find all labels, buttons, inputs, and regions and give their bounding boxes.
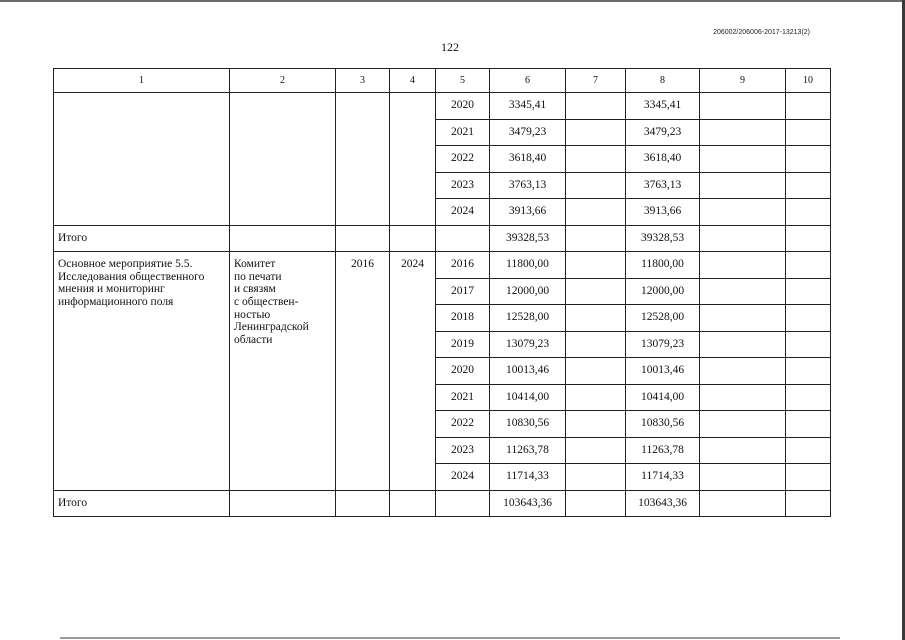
column-header: 7	[566, 69, 626, 93]
column-header: 8	[626, 69, 700, 93]
empty-cell	[566, 358, 626, 385]
total-amount-cell: 10013,46	[490, 358, 566, 385]
year-cell: 2018	[436, 305, 490, 332]
year-cell: 2023	[436, 437, 490, 464]
total-amount-cell: 10830,56	[490, 411, 566, 438]
executor-line: ностью	[234, 308, 271, 321]
empty-cell	[566, 464, 626, 491]
column-header: 10	[786, 69, 831, 93]
start-year-cell	[336, 93, 390, 226]
empty-cell	[786, 199, 831, 226]
total-amount-cell: 3345,41	[490, 93, 566, 120]
column-header: 3	[336, 69, 390, 93]
total-amount-cell: 103643,36	[490, 490, 566, 517]
empty-cell	[566, 146, 626, 173]
empty-cell	[786, 278, 831, 305]
empty-cell	[700, 305, 786, 332]
empty-cell	[566, 411, 626, 438]
activity-name-cell	[54, 93, 230, 226]
empty-cell	[566, 199, 626, 226]
empty-cell	[700, 119, 786, 146]
amount-cell: 10830,56	[626, 411, 700, 438]
empty-cell	[700, 172, 786, 199]
amount-cell: 3763,13	[626, 172, 700, 199]
year-cell: 2021	[436, 384, 490, 411]
empty-cell	[700, 437, 786, 464]
year-cell: 2022	[436, 411, 490, 438]
empty-cell	[700, 358, 786, 385]
empty-cell	[700, 252, 786, 279]
empty-cell	[566, 252, 626, 279]
empty-cell	[566, 384, 626, 411]
empty-cell	[230, 490, 336, 517]
end-year-cell: 2024	[390, 252, 436, 491]
empty-cell	[786, 490, 831, 517]
executor-line: Ленинградской	[234, 321, 309, 334]
amount-cell: 12528,00	[626, 305, 700, 332]
amount-cell: 10414,00	[626, 384, 700, 411]
empty-cell	[786, 225, 831, 252]
total-label: Итого	[54, 490, 230, 517]
activity-name-line: Исследования общественного	[58, 270, 205, 283]
empty-cell	[336, 490, 390, 517]
amount-cell: 39328,53	[626, 225, 700, 252]
activity-name-line: информационного поля	[58, 295, 174, 308]
column-header: 1	[54, 69, 230, 93]
empty-cell	[700, 199, 786, 226]
year-cell: 2021	[436, 119, 490, 146]
empty-cell	[700, 225, 786, 252]
empty-cell	[566, 490, 626, 517]
empty-cell	[786, 411, 831, 438]
total-label: Итого	[54, 225, 230, 252]
executor-line: Комитет	[234, 258, 276, 270]
empty-cell	[336, 225, 390, 252]
end-year-cell	[390, 93, 436, 226]
table-row	[54, 93, 831, 120]
empty-cell	[786, 331, 831, 358]
empty-cell	[786, 437, 831, 464]
amount-cell: 3913,66	[626, 199, 700, 226]
amount-cell: 3618,40	[626, 146, 700, 173]
total-amount-cell: 12000,00	[490, 278, 566, 305]
amount-cell: 11263,78	[626, 437, 700, 464]
year-cell: 2019	[436, 331, 490, 358]
year-cell: 2016	[436, 252, 490, 279]
total-row	[54, 490, 831, 517]
amount-cell: 103643,36	[626, 490, 700, 517]
amount-cell: 3479,23	[626, 119, 700, 146]
executor-line: и связям	[234, 283, 276, 296]
empty-cell	[700, 384, 786, 411]
total-row	[54, 225, 831, 252]
total-amount-cell: 3479,23	[490, 119, 566, 146]
empty-cell	[230, 225, 336, 252]
total-amount-cell: 3913,66	[490, 199, 566, 226]
executor-line: области	[234, 333, 273, 346]
document-code: 206002/206006-2017-13213(2)	[713, 29, 810, 36]
empty-cell	[786, 305, 831, 332]
empty-cell	[390, 225, 436, 252]
column-header: 9	[700, 69, 786, 93]
scan-edge-top	[0, 0, 905, 2]
empty-cell	[700, 278, 786, 305]
amount-cell: 11714,33	[626, 464, 700, 491]
page-number: 122	[441, 40, 459, 54]
empty-cell	[786, 358, 831, 385]
empty-cell	[786, 119, 831, 146]
column-header: 2	[230, 69, 336, 93]
empty-cell	[566, 331, 626, 358]
empty-cell	[700, 411, 786, 438]
year-cell: 2023	[436, 172, 490, 199]
empty-cell	[700, 490, 786, 517]
executor-cell	[230, 252, 336, 491]
total-amount-cell: 11800,00	[490, 252, 566, 279]
empty-cell	[700, 146, 786, 173]
year-cell: 2024	[436, 199, 490, 226]
total-amount-cell: 39328,53	[490, 225, 566, 252]
column-number-row	[54, 69, 831, 93]
scan-edge-bottom	[60, 637, 840, 639]
executor-line: по печати	[234, 270, 282, 283]
empty-cell	[786, 146, 831, 173]
year-cell: 2020	[436, 93, 490, 120]
activity-name-line: Основное мероприятие 5.5.	[58, 258, 193, 270]
total-amount-cell: 3763,13	[490, 172, 566, 199]
empty-cell	[786, 93, 831, 120]
total-amount-cell: 12528,00	[490, 305, 566, 332]
table-row	[54, 252, 831, 279]
column-header: 5	[436, 69, 490, 93]
empty-cell	[786, 464, 831, 491]
start-year-cell: 2016	[336, 252, 390, 491]
year-cell: 2024	[436, 464, 490, 491]
empty-cell	[566, 225, 626, 252]
total-amount-cell: 3618,40	[490, 146, 566, 173]
amount-cell: 3345,41	[626, 93, 700, 120]
total-amount-cell: 13079,23	[490, 331, 566, 358]
year-cell: 2022	[436, 146, 490, 173]
activity-name-line: мнения и мониторинг	[58, 283, 165, 296]
empty-cell	[566, 305, 626, 332]
amount-cell: 12000,00	[626, 278, 700, 305]
empty-cell	[700, 93, 786, 120]
executor-line: с обществен-	[234, 295, 299, 308]
year-cell: 2020	[436, 358, 490, 385]
empty-cell	[700, 331, 786, 358]
activity-name-cell	[54, 252, 230, 491]
budget-table	[53, 68, 831, 517]
empty-cell	[566, 119, 626, 146]
year-cell: 2017	[436, 278, 490, 305]
empty-cell	[390, 490, 436, 517]
amount-cell: 10013,46	[626, 358, 700, 385]
empty-cell	[436, 490, 490, 517]
empty-cell	[566, 172, 626, 199]
empty-cell	[436, 225, 490, 252]
empty-cell	[786, 172, 831, 199]
column-header: 6	[490, 69, 566, 93]
total-amount-cell: 10414,00	[490, 384, 566, 411]
total-amount-cell: 11714,33	[490, 464, 566, 491]
amount-cell: 11800,00	[626, 252, 700, 279]
empty-cell	[700, 464, 786, 491]
total-amount-cell: 11263,78	[490, 437, 566, 464]
empty-cell	[566, 437, 626, 464]
empty-cell	[786, 252, 831, 279]
empty-cell	[786, 384, 831, 411]
executor-cell	[230, 93, 336, 226]
column-header: 4	[390, 69, 436, 93]
empty-cell	[566, 93, 626, 120]
amount-cell: 13079,23	[626, 331, 700, 358]
empty-cell	[566, 278, 626, 305]
